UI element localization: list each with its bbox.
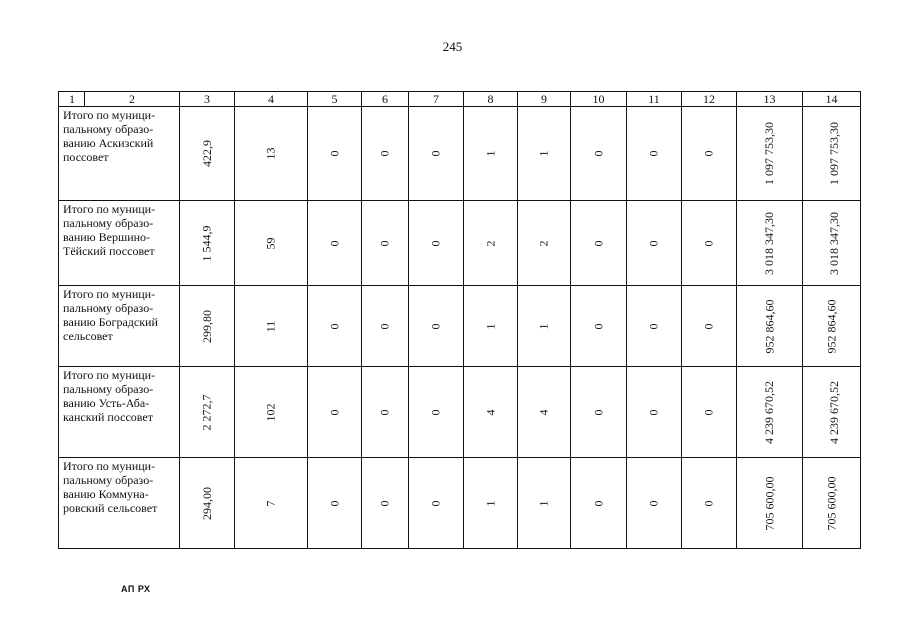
municipality-name: Итого по муници- пальному образо- ванию Аскизский поссовет [59,107,180,201]
cell-value: 2 272,7 [199,394,214,430]
cell-value: 4 [536,409,551,415]
table-cell [464,201,518,286]
table-cell [180,201,235,286]
column-header: 7 [409,92,464,107]
table-cell [803,286,861,367]
cell-value: 0 [327,240,341,246]
cell-value: 422,9 [199,140,214,167]
table-cell [464,107,518,201]
municipality-name: Итого по муници- пальному образо- ванию Вершино- Тёйский поссовет [59,201,180,286]
column-header: 3 [180,92,235,107]
cell-value: 0 [591,409,605,415]
table-cell [627,458,682,549]
cell-value: 0 [701,323,716,329]
municipality-name: Итого по муници- пальному образо- ванию Усть-Аба- канский поссовет [59,367,180,458]
cell-value: 952 864,60 [762,299,776,353]
cell-value: 0 [377,150,392,157]
cell-value: 0 [591,240,605,246]
cell-value: 0 [646,323,661,329]
table-cell [803,201,861,286]
table-cell [464,286,518,367]
municipal-summary-table [58,91,861,549]
cell-value: 0 [428,150,443,157]
cell-value: 4 [483,409,497,415]
table-cell [627,107,682,201]
cell-value: 1 [483,323,497,329]
archive-stamp: АП РХ [121,584,151,594]
column-header: 14 [803,92,861,107]
table-cell [518,367,571,458]
cell-value: 1 097 753,30 [827,122,841,185]
cell-value: 0 [377,500,392,506]
table-cell [180,107,235,201]
table-cell [308,286,362,367]
table-row [59,107,861,201]
cell-value: 1 544,9 [199,225,214,261]
cell-value: 0 [646,409,661,415]
table-cell [235,107,308,201]
cell-value: 2 [483,240,497,246]
table-cell [180,367,235,458]
cell-value: 3 018 347,30 [762,211,776,275]
header-row [59,92,861,107]
cell-value: 0 [428,323,443,329]
table-cell [180,286,235,367]
column-header: 10 [571,92,627,107]
table-cell [308,458,362,549]
table-cell [682,367,737,458]
table-cell [362,201,409,286]
cell-value: 13 [263,147,278,160]
cell-value: 952 864,60 [824,299,838,353]
table-cell [409,286,464,367]
cell-value: 1 [483,500,497,506]
cell-value: 294,00 [199,486,214,520]
table-cell [571,458,627,549]
table-cell [737,286,803,367]
cell-value: 0 [428,240,443,246]
cell-value: 0 [327,409,341,415]
cell-value: 4 239 670,52 [827,380,841,444]
cell-value: 59 [263,237,278,249]
table-cell [571,201,627,286]
cell-value: 0 [646,500,661,506]
table-cell [308,107,362,201]
cell-value: 0 [428,409,443,415]
cell-value: 1 [536,150,551,157]
column-header: 9 [518,92,571,107]
cell-value: 0 [428,500,443,506]
cell-value: 0 [646,240,661,246]
table-row [59,201,861,286]
table-cell [409,201,464,286]
municipality-name: Итого по муници- пальному образо- ванию Коммуна- ровский сельсовет [59,458,180,549]
cell-value: 705 600,00 [824,476,838,530]
table-cell [180,458,235,549]
column-header: 11 [627,92,682,107]
table-cell [737,458,803,549]
table-cell [235,286,308,367]
table-cell [682,201,737,286]
cell-value: 0 [591,500,605,506]
table-cell [308,201,362,286]
table-cell [571,286,627,367]
column-header: 13 [737,92,803,107]
table-cell [409,107,464,201]
cell-value: 1 [536,323,551,329]
cell-value: 0 [327,150,341,157]
table-cell [627,367,682,458]
column-header: 5 [308,92,362,107]
table-cell [682,107,737,201]
table-cell [362,458,409,549]
table-cell [409,458,464,549]
cell-value: 1 [536,500,551,506]
table-cell [571,367,627,458]
cell-value: 11 [263,320,278,332]
column-header: 4 [235,92,308,107]
cell-value: 0 [377,240,392,246]
table-cell [235,367,308,458]
table-cell [803,107,861,201]
cell-value: 7 [263,500,278,506]
cell-value: 0 [377,323,392,329]
cell-value: 0 [327,323,341,329]
table-cell [627,286,682,367]
table-row [59,458,861,549]
table-cell [464,367,518,458]
table-row [59,286,861,367]
table-cell [803,367,861,458]
table-cell [682,286,737,367]
municipality-name: Итого по муници- пальному образо- ванию Боградский сельсовет [59,286,180,367]
column-header: 6 [362,92,409,107]
cell-value: 4 239 670,52 [762,380,776,444]
column-header: 8 [464,92,518,107]
cell-value: 0 [701,409,716,415]
table-cell [464,458,518,549]
column-header: 12 [682,92,737,107]
cell-value: 0 [701,150,716,157]
cell-value: 102 [263,403,278,421]
table-cell [235,201,308,286]
cell-value: 299,80 [199,309,214,343]
table-cell [627,201,682,286]
table-cell [518,286,571,367]
cell-value: 0 [646,150,661,157]
cell-value: 0 [327,500,341,506]
table-cell [362,286,409,367]
table-cell [362,107,409,201]
table-cell [409,367,464,458]
cell-value: 0 [591,323,605,329]
table-cell [682,458,737,549]
cell-value: 3 018 347,30 [827,211,841,275]
table-cell [571,107,627,201]
table-cell [518,458,571,549]
table-cell [737,201,803,286]
column-header: 2 [85,92,180,107]
cell-value: 0 [701,500,716,506]
cell-value: 705 600,00 [762,476,776,530]
cell-value: 2 [536,240,551,246]
table-cell [362,367,409,458]
table-cell [518,107,571,201]
table-cell [737,107,803,201]
table-cell [803,458,861,549]
page-number: 245 [442,39,463,54]
cell-value: 1 [483,150,497,157]
table-cell [518,201,571,286]
cell-value: 1 097 753,30 [762,122,776,185]
table-cell [235,458,308,549]
cell-value: 0 [377,409,392,415]
column-header: 1 [59,92,85,107]
table-row [59,367,861,458]
table-cell [737,367,803,458]
table-cell [308,367,362,458]
cell-value: 0 [701,240,716,246]
cell-value: 0 [591,150,605,157]
